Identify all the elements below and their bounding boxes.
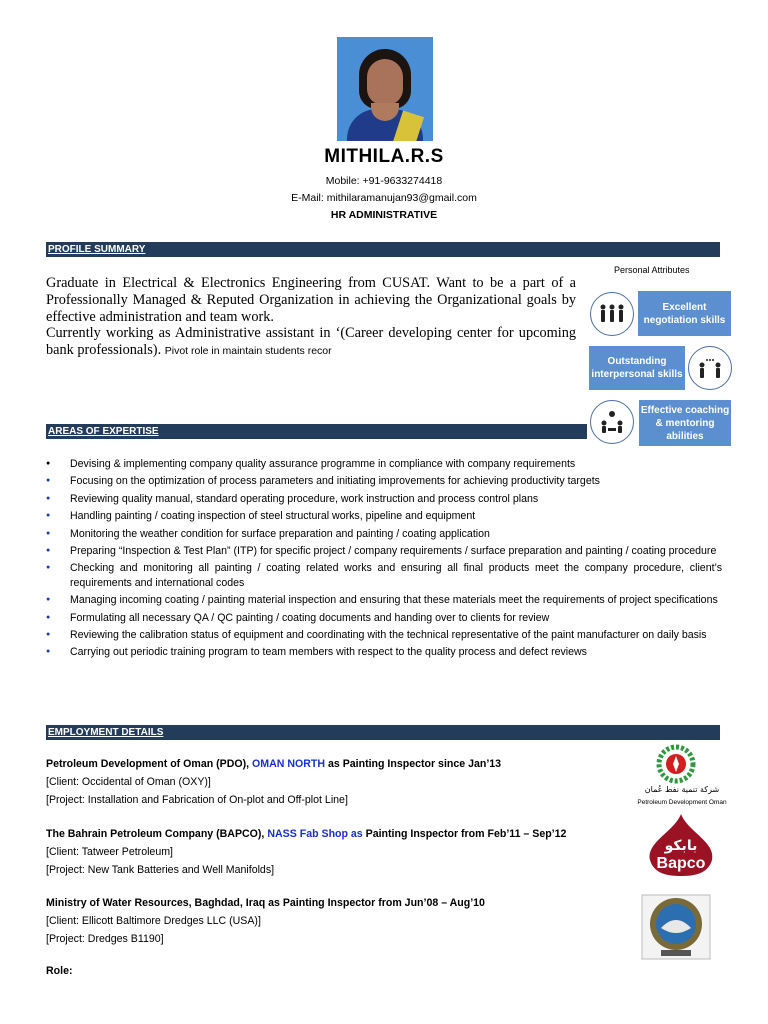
summary-paragraph-1: Graduate in Electrical & Electronics Engineering from CUSAT. Want to be a part of a Professionally Managed & Reputed Organization in achieving the Organizational goals by effective administration and team work. [46, 275, 576, 325]
job-title-water-resources: Ministry of Water Resources, Baghdad, Iraq as Painting Inspector from Jun’08 – Aug’10 [46, 897, 485, 909]
job-entry-bapco [46, 825, 566, 879]
list-item: ● Handling painting / coating inspection of steel structural works, pipeline and equipment [46, 509, 722, 523]
job-project-water-resources: [Project: Dredges B1190] [46, 933, 164, 945]
section-title-profile: PROFILE SUMMARY [48, 244, 146, 255]
section-title-employment: EMPLOYMENT DETAILS [48, 727, 164, 738]
bapco-logo-text: Bapco [656, 855, 706, 872]
job-project-pdo: [Project: Installation and Fabrication of On-plot and Off-plot Line] [46, 794, 348, 806]
job-role: HR ADMINISTRATIVE [330, 209, 438, 221]
job-client-water-resources: [Client: Ellicott Baltimore Dredges LLC (USA)] [46, 915, 261, 927]
section-bar-expertise [46, 424, 587, 439]
pdo-logo [632, 744, 732, 808]
job-client-bapco: [Client: Tatweer Petroleum] [46, 846, 173, 858]
summary-paragraph-2: Currently working as Administrative assistant in ‘(Career developing center for upcoming bank professionals). Pivot role in maintain students recor [46, 325, 576, 359]
svg-text:شركة تنمية نفط عُمان: شركة تنمية نفط عُمان [644, 785, 720, 794]
job-title-pdo: Petroleum Development of Oman (PDO), OMAN NORTH as Painting Inspector since Jan’13 [46, 758, 502, 770]
pdo-logo-text: Petroleum Development Oman [637, 799, 727, 806]
list-item: ● Managing incoming coating / painting material inspection and ensuring that these materials meet the requirements of project specifications [46, 593, 722, 607]
candidate-name: MITHILA.R.S [324, 146, 444, 167]
list-item: ● Checking and monitoring all painting / coating related works and ensuring all final products meet the company procedure, client’s requirements and international codes [46, 561, 722, 590]
job-entry-water-resources [46, 894, 485, 948]
role-label: Role: [46, 965, 73, 977]
list-item: ● Reviewing the calibration status of equipment and coordinating with the technical representative of the paint manufacturer on daily basis [46, 628, 722, 642]
bapco-logo-arabic: بابكو [664, 838, 698, 854]
section-title-expertise: AREAS OF EXPERTISE [48, 426, 159, 437]
attribute-interpersonal: Outstanding interpersonal skills [589, 346, 685, 390]
section-bar-employment [46, 725, 720, 740]
list-item: ● Focusing on the optimization of process parameters and initiating improvements for achieving productivity targets [46, 474, 722, 488]
list-item: ● Monitoring the weather condition for surface preparation and painting / coating application [46, 527, 722, 541]
mentoring-icon [590, 400, 634, 444]
summary-paragraph-2-tail: Pivot role in maintain students recor [164, 345, 332, 358]
expertise-list [46, 457, 722, 663]
list-item: ● Formulating all necessary QA / QC painting / coating documents and handing over to clients for review [46, 611, 722, 625]
people-icon [590, 292, 634, 336]
list-item: ● Reviewing quality manual, standard operating procedure, work instruction and process control plans [46, 492, 722, 506]
personal-attributes-title: Personal Attributes [614, 265, 690, 275]
attribute-coaching: Effective coaching & mentoring abilities [639, 400, 731, 446]
bapco-logo [642, 812, 720, 878]
list-item: ● Devising & implementing company quality assurance programme in compliance with company requirements [46, 457, 722, 471]
list-item: ● Preparing “Inspection & Test Plan” (ITP) for specific project / company requirements / surface preparation and painting / coating procedure [46, 544, 722, 558]
profile-photo [337, 37, 433, 141]
profile-summary [46, 275, 576, 360]
email-address: E-Mail: mithilaramanujan93@gmail.com [291, 192, 477, 204]
attribute-negotiation: Excellent negotiation skills [638, 291, 731, 336]
conversation-icon [688, 346, 732, 390]
section-bar-profile [46, 242, 720, 257]
list-item: ● Carrying out periodic training program to team members with respect to the quality process and defect reviews [46, 645, 722, 659]
job-entry-pdo [46, 755, 501, 809]
water-resources-logo [641, 894, 711, 960]
job-client-pdo: [Client: Occidental of Oman (OXY)] [46, 776, 211, 788]
mobile-number: Mobile: +91-9633274418 [325, 175, 443, 187]
job-project-bapco: [Project: New Tank Batteries and Well Manifolds] [46, 864, 275, 876]
job-title-bapco: The Bahrain Petroleum Company (BAPCO), NASS Fab Shop as Painting Inspector from Feb’11 – Sep’12 [46, 828, 567, 840]
